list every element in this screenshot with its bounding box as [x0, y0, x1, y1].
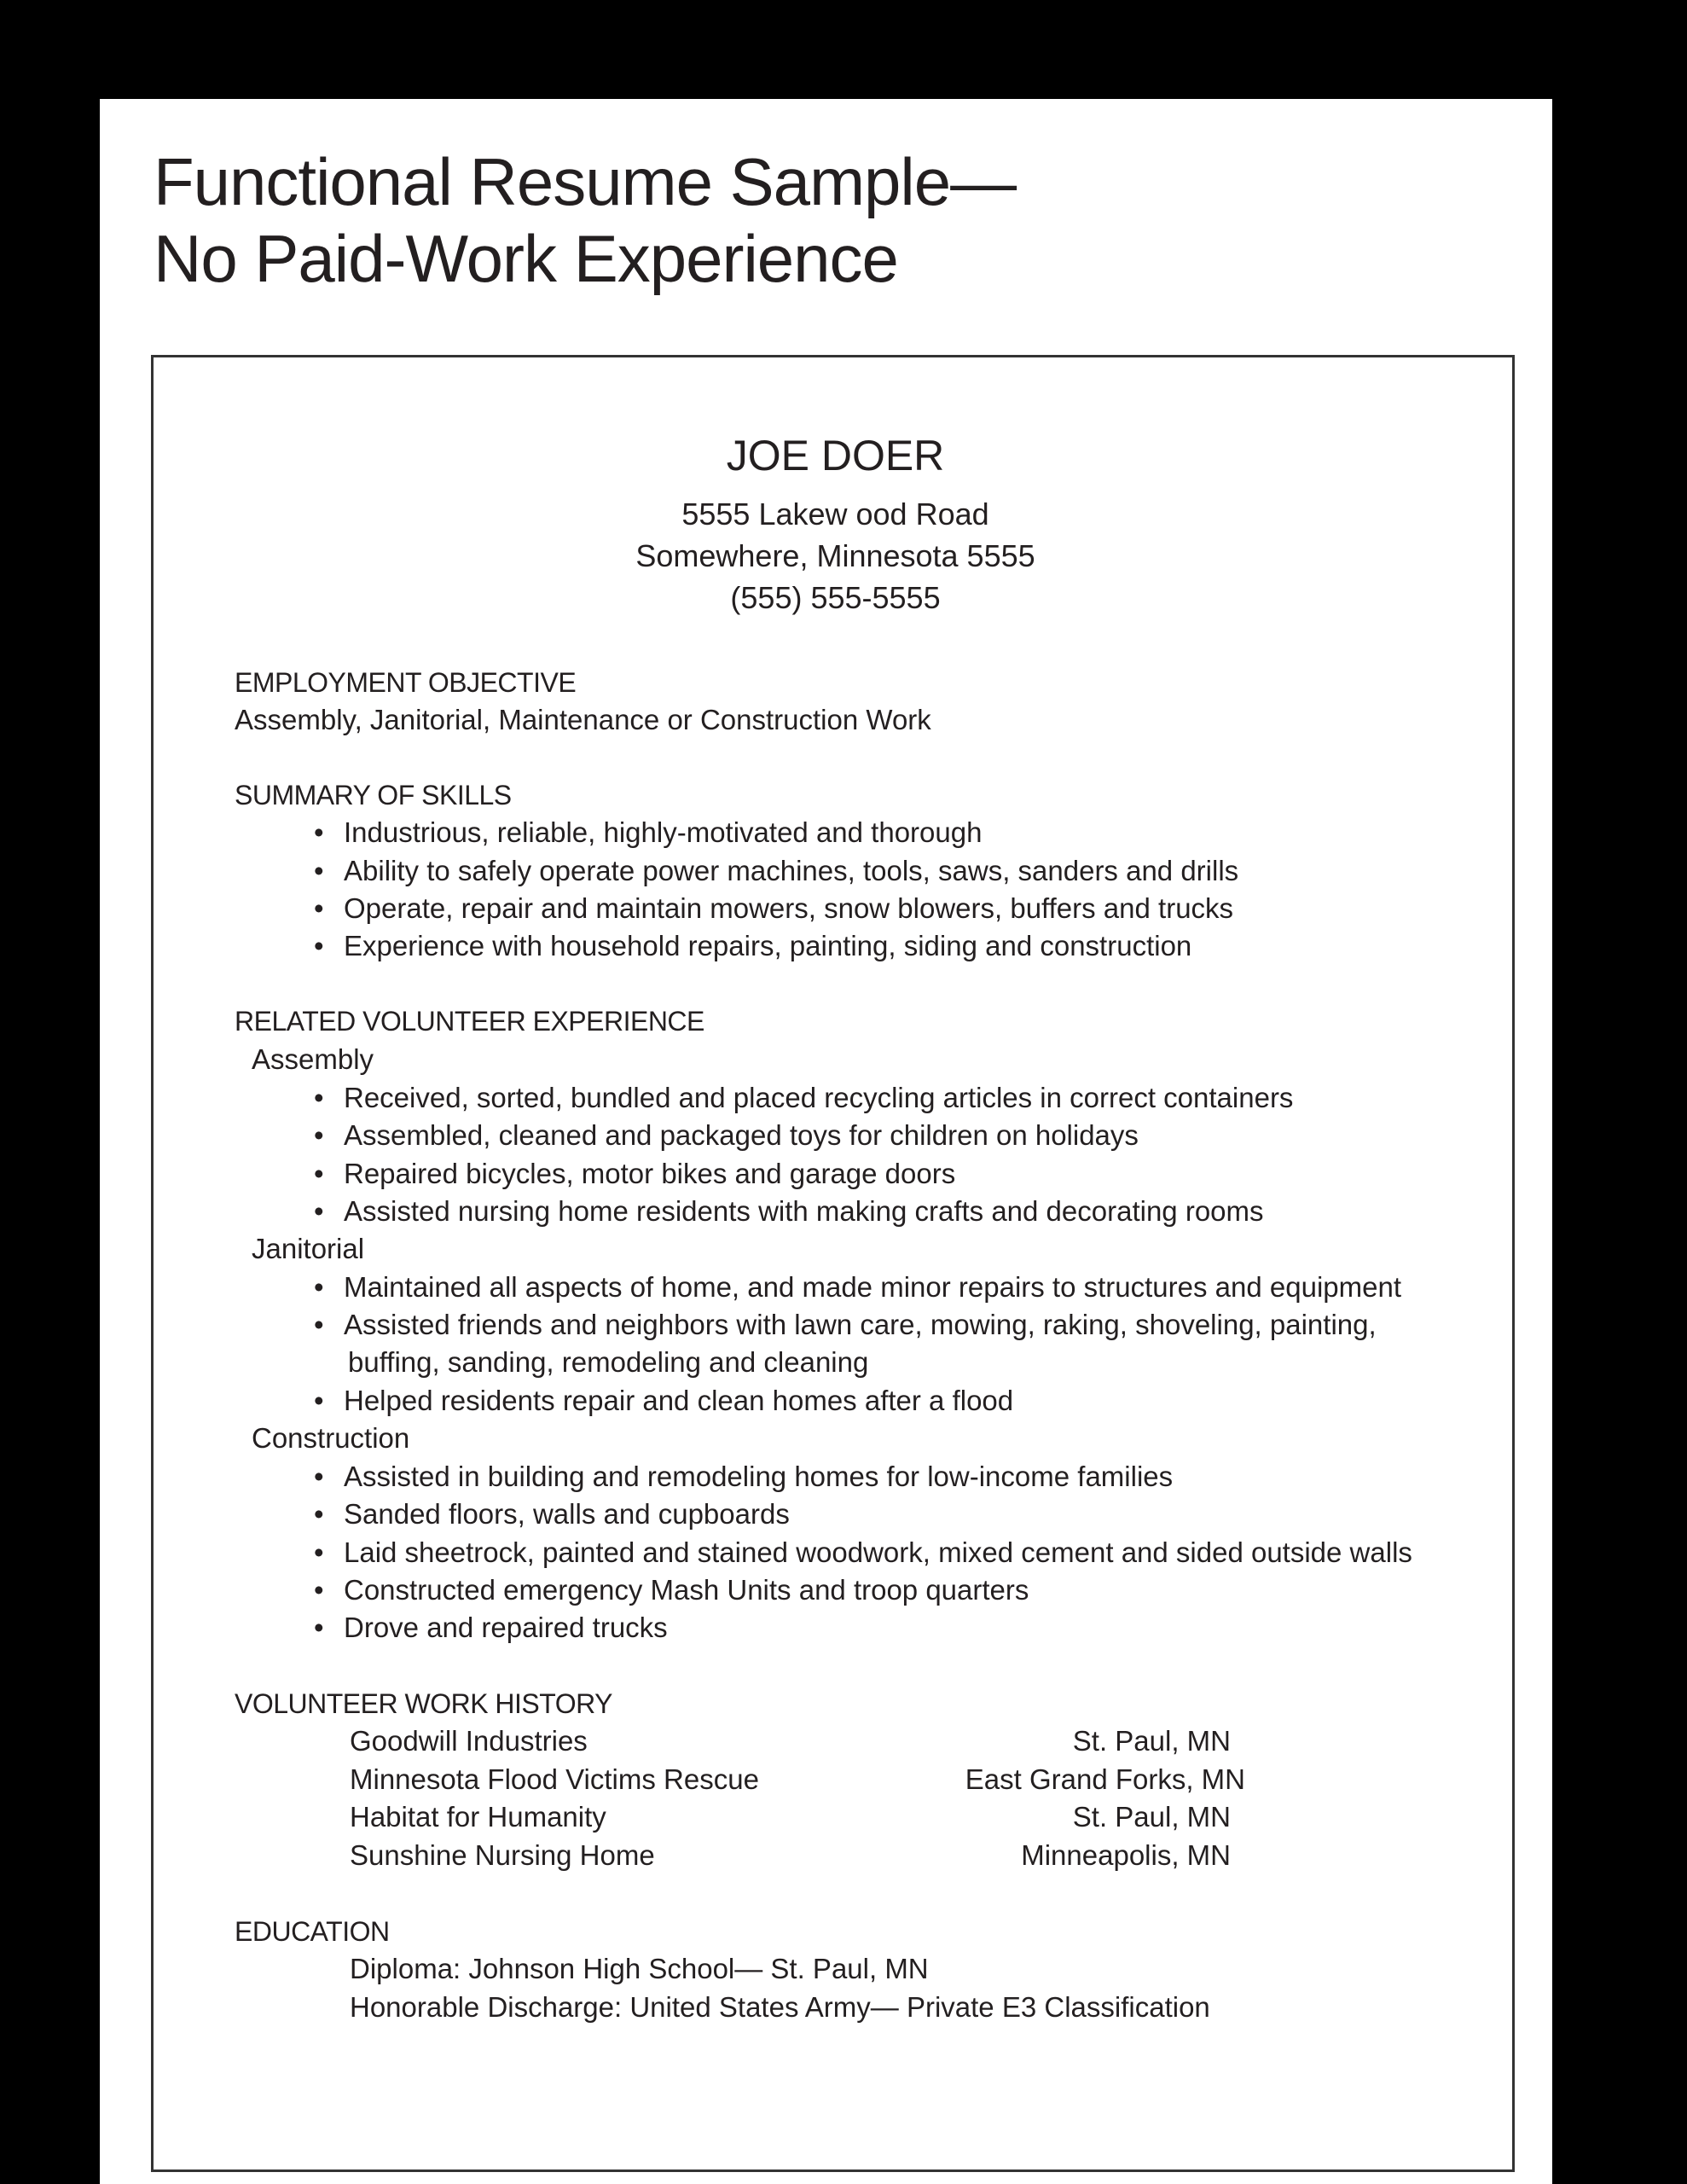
- education-line: Honorable Discharge: United States Army— Private E3 Classification: [350, 1991, 1210, 2023]
- history-location: St. Paul, MN: [1072, 1725, 1231, 1757]
- bullet-icon: •: [314, 1195, 324, 1227]
- resume-frame: JOE DOER 5555 Lakew ood Road Somewhere, Minnesota 5555 (555) 555-5555 EMPLOYMENT OBJECTIVE Assembly, Janitorial, Maintenance or Construction Work SUMMARY OF SKILLS • Industrious, reliable, highly-motivated and thorough • Ability to safely operate power machines, tools, saws, sanders and drills • Operate, repair and maintain mowers, snow blowers, buffers and trucks • Experience with household repairs, painting, siding and construction RELATED VOLUNTEER EXPERIENCE Assembly • Received, sorted, bundled and placed recycling articles in correct containers • Assembled, cleaned and packaged toys for children on holidays • Repaired bicycles, motor bikes and garage doors • Assisted nursing home residents with making crafts and decorating rooms Janitorial • Maintained all aspects of home, and made minor repairs to structures and equipment • Assisted friends and neighbors with lawn care, mowing, raking, shoveling, painting, buffing, sanding, remodeling and cleaning • Helped residents repair and clean homes after a flood Construction • Assisted in building and remodeling homes for low-income families • Sanded floors, walls and cupboards • Laid sheetrock, painted and stained woodwork, mixed cement and sided outside walls • Constructed emergency Mash Units and troop quarters • Drove and repaired trucks VOLUNTEER WORK HISTORY Goodwill Industries St. Paul, MN Minnesota Flood Victims Rescue East Grand Forks, MN Habitat for Humanity St. Paul, MN Sunshine Nursing Home Minneapolis, MN EDUCATION Diploma: Johnson High School— St. Paul, MN Honorable Discharge: United States Army— Private E3 Classification: [151, 355, 1515, 2172]
- page-title-line-2: No Paid-Work Experience: [154, 221, 898, 296]
- address-street: 5555 Lakew ood Road: [681, 497, 989, 531]
- subheading-janitorial: Janitorial: [252, 1233, 365, 1264]
- history-organization: Minnesota Flood Victims Rescue: [350, 1763, 759, 1795]
- subheading-assembly: Assembly: [252, 1043, 374, 1075]
- bullet-icon: •: [314, 1271, 324, 1303]
- history-location: St. Paul, MN: [1072, 1801, 1231, 1833]
- bullet-icon: •: [314, 1385, 324, 1416]
- history-location: Minneapolis, MN: [1021, 1839, 1231, 1871]
- section-heading-work-history: VOLUNTEER WORK HISTORY: [235, 1688, 612, 1719]
- bullet-icon: •: [314, 1119, 324, 1151]
- page-title-line-1: Functional Resume Sample—: [154, 144, 1017, 219]
- bullet-icon: •: [314, 1612, 324, 1643]
- table-row: [350, 1724, 1245, 1758]
- bullet-icon: •: [314, 1498, 324, 1530]
- address-city: Somewhere, Minnesota 5555: [635, 538, 1035, 573]
- section-heading-skills: SUMMARY OF SKILLS: [235, 780, 512, 810]
- history-organization: Sunshine Nursing Home: [350, 1839, 655, 1871]
- bullet-icon: •: [314, 1082, 324, 1113]
- list-item-continuation: buffing, sanding, remodeling and cleaning: [348, 1346, 869, 1378]
- bullet-icon: •: [314, 930, 324, 961]
- page-title: [154, 143, 1433, 297]
- bullet-icon: •: [314, 855, 324, 886]
- bullet-icon: •: [314, 1574, 324, 1606]
- objective-text: Assembly, Janitorial, Maintenance or Construction Work: [235, 704, 931, 735]
- history-organization: Habitat for Humanity: [350, 1801, 606, 1833]
- table-row: [350, 1838, 1245, 1873]
- bullet-icon: •: [314, 816, 324, 848]
- bullet-icon: •: [314, 1536, 324, 1568]
- section-heading-volunteer-experience: RELATED VOLUNTEER EXPERIENCE: [235, 1006, 704, 1037]
- phone-number: (555) 555-5555: [730, 580, 941, 615]
- bullet-icon: •: [314, 892, 324, 924]
- section-heading-objective: EMPLOYMENT OBJECTIVE: [235, 667, 577, 698]
- subheading-construction: Construction: [252, 1422, 410, 1454]
- education-line: Diploma: Johnson High School— St. Paul, MN: [350, 1953, 929, 1984]
- applicant-name: JOE DOER: [726, 432, 945, 479]
- history-organization: Goodwill Industries: [350, 1725, 588, 1757]
- bullet-icon: •: [314, 1461, 324, 1492]
- history-location: East Grand Forks, MN: [965, 1763, 1245, 1795]
- bullet-icon: •: [314, 1309, 324, 1340]
- table-row: [350, 1800, 1245, 1834]
- section-heading-education: EDUCATION: [235, 1916, 390, 1947]
- document-page: [100, 99, 1552, 2184]
- table-row: [350, 1763, 1245, 1797]
- bullet-icon: •: [314, 1158, 324, 1189]
